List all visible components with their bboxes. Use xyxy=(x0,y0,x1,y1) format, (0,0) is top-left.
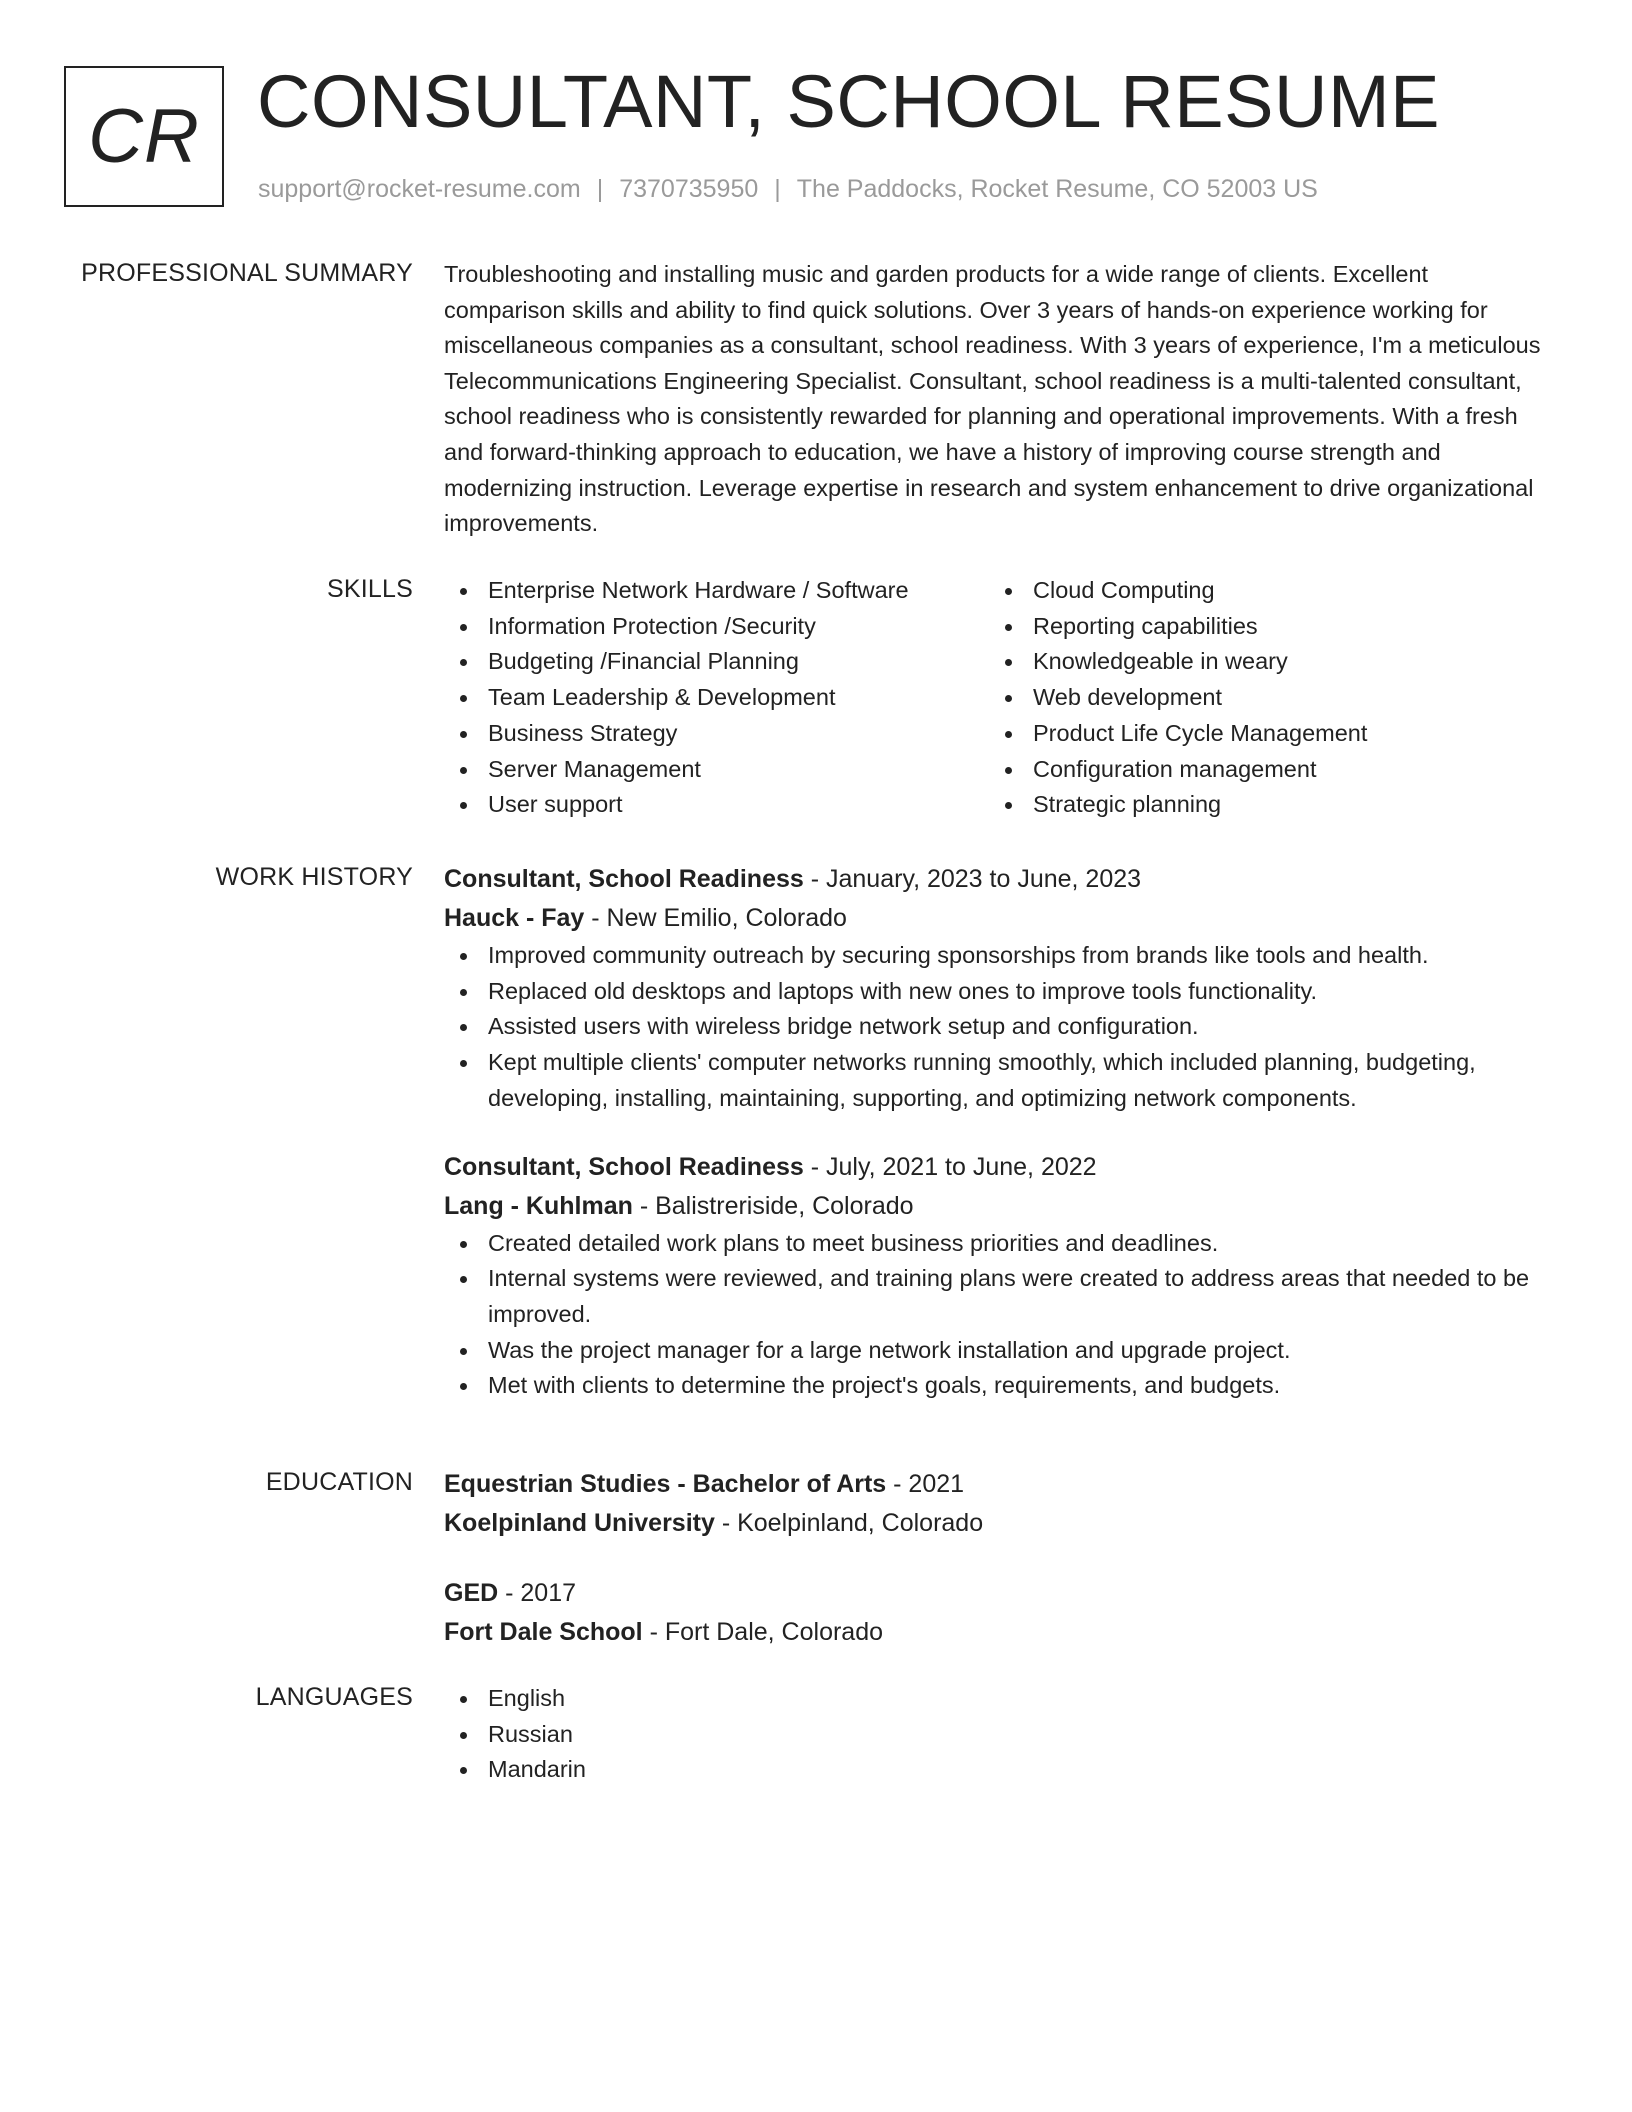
skill-item: Budgeting /Financial Planning xyxy=(444,644,989,680)
job-bullets xyxy=(444,938,1554,1117)
job-dates: - January, 2023 to June, 2023 xyxy=(803,865,1142,893)
education-location: - Fort Dale, Colorado xyxy=(642,1618,884,1646)
contact-email: support@rocket-resume.com xyxy=(258,175,581,203)
job-dates: - July, 2021 to June, 2022 xyxy=(803,1152,1097,1181)
skill-item: Web development xyxy=(989,680,1534,716)
education-school-line xyxy=(444,1504,1554,1543)
section-label: LANGUAGES xyxy=(255,1683,413,1711)
skill-item: Information Protection /Security xyxy=(444,609,989,645)
skills-list-right xyxy=(989,573,1534,823)
monogram-initials: CR xyxy=(88,94,200,179)
education-degree-line xyxy=(444,1465,1554,1504)
job-title: Consultant, School Readiness xyxy=(444,865,804,893)
skill-item: Team Leadership & Development xyxy=(444,680,989,716)
skill-item: Configuration management xyxy=(989,752,1534,788)
skill-item: Reporting capabilities xyxy=(989,609,1534,645)
job-bullet: Was the project manager for a large network installation and upgrade project. xyxy=(444,1333,1554,1369)
contact-separator: | xyxy=(774,175,781,203)
contact-separator: | xyxy=(596,175,604,203)
monogram-box xyxy=(64,66,224,207)
languages-list xyxy=(444,1681,1554,1788)
contact-line xyxy=(258,174,1318,204)
summary-text: Troubleshooting and installing music and garden products for a wide range of clients. Excellent comparison skills and ability to find quick solutions. Over 3 years of hands-on experience working for miscellaneous companies as a consultant, school readiness. With 3 years of experience, I'm a meticulous Telecommunications Engineering Specialist. Consultant, school readiness is a multi-talented consultant, school readiness who is consistently rewarded for planning and operational improvements. With a fresh and forward-thinking approach to education, we have a history of improving course strength and modernizing instruction. Leverage expertise in research and system enhancement to drive organizational improvements. xyxy=(444,261,1541,537)
section-label: SKILLS xyxy=(327,575,413,603)
section-label: PROFESSIONAL SUMMARY xyxy=(81,259,413,287)
contact-phone: 7370735950 xyxy=(619,175,759,203)
skill-item: Cloud Computing xyxy=(989,573,1534,609)
job-entry xyxy=(444,860,1554,1117)
skill-item: Strategic planning xyxy=(989,787,1534,823)
job-company-line xyxy=(444,899,1554,938)
job-bullet: Created detailed work plans to meet business priorities and deadlines. xyxy=(444,1226,1554,1262)
language-item: Mandarin xyxy=(444,1752,1554,1788)
job-company: Lang - Kuhlman xyxy=(444,1191,633,1220)
job-bullet: Kept multiple clients' computer networks running smoothly, which included planning, budgeting, developing, installing, maintaining, supporting, and optimizing network components. xyxy=(444,1045,1554,1116)
job-title: Consultant, School Readiness xyxy=(444,1152,804,1181)
job-title-line xyxy=(444,1148,1554,1187)
education-location: - Koelpinland, Colorado xyxy=(714,1509,984,1537)
education-degree-line xyxy=(444,1574,1554,1613)
job-bullet: Met with clients to determine the project's goals, requirements, and budgets. xyxy=(444,1368,1554,1404)
education-entry xyxy=(444,1465,1554,1543)
education-school: Fort Dale School xyxy=(444,1618,643,1646)
job-bullet: Replaced old desktops and laptops with new ones to improve tools functionality. xyxy=(444,974,1554,1010)
job-company-line xyxy=(444,1187,1554,1226)
skills-list-left xyxy=(444,573,989,823)
job-location: - New Emilio, Colorado xyxy=(584,904,847,932)
job-bullet: Internal systems were reviewed, and training plans were created to address areas that needed to be improved. xyxy=(444,1261,1554,1332)
skill-item: Product Life Cycle Management xyxy=(989,716,1534,752)
education-degree: GED xyxy=(444,1579,499,1607)
education-year: - 2021 xyxy=(886,1470,965,1498)
job-entry xyxy=(444,1148,1554,1405)
skill-item: User support xyxy=(444,787,989,823)
education-school: Koelpinland University xyxy=(444,1509,715,1537)
resume-title: CONSULTANT, SCHOOL RESUME xyxy=(257,60,1440,143)
skill-item: Server Management xyxy=(444,752,989,788)
language-item: Russian xyxy=(444,1717,1554,1753)
education-school-line xyxy=(444,1613,1554,1652)
contact-address: The Paddocks, Rocket Resume, CO 52003 US xyxy=(796,175,1318,203)
skill-item: Knowledgeable in weary xyxy=(989,644,1534,680)
job-location: - Balistreriside, Colorado xyxy=(632,1191,914,1220)
section-label: WORK HISTORY xyxy=(215,863,413,891)
job-company: Hauck - Fay xyxy=(444,904,585,932)
language-item: English xyxy=(444,1681,1554,1717)
job-bullets xyxy=(444,1226,1554,1405)
job-title-line xyxy=(444,860,1554,899)
education-entry xyxy=(444,1574,1554,1652)
education-year: - 2017 xyxy=(498,1579,577,1607)
job-bullet: Improved community outreach by securing sponsorships from brands like tools and health. xyxy=(444,938,1554,974)
job-bullet: Assisted users with wireless bridge network setup and configuration. xyxy=(444,1009,1554,1045)
education-degree: Equestrian Studies - Bachelor of Arts xyxy=(444,1470,887,1498)
section-label: EDUCATION xyxy=(265,1468,413,1496)
skill-item: Business Strategy xyxy=(444,716,989,752)
skill-item: Enterprise Network Hardware / Software xyxy=(444,573,989,609)
